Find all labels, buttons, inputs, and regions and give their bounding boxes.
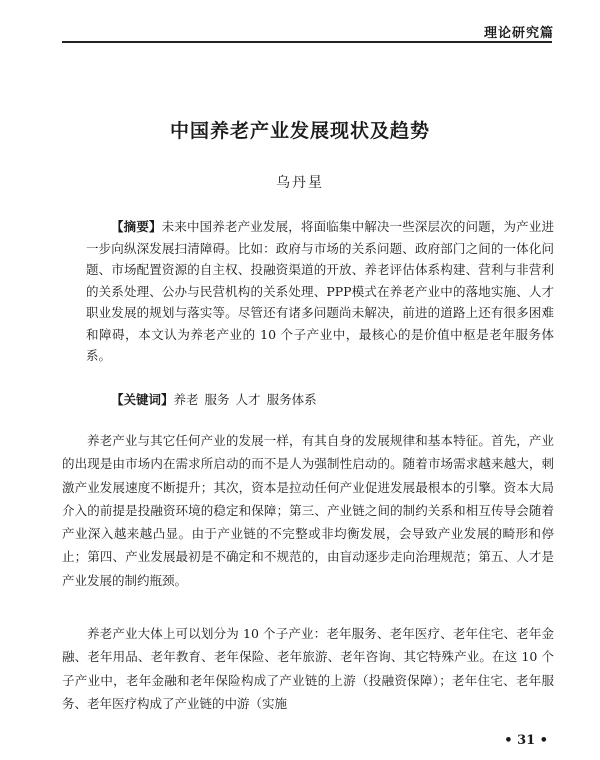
keyword-item: 服务 — [204, 392, 230, 407]
abstract-text: 未来中国养老产业发展，将面临集中解决一些深层次的问题，为产业进一步向纵深发展扫清障碍。比如：政府与市场的关系问题、政府部门之间的一体化问题、市场配置资源的自主权、投融资渠道的开放、养老评估体系构建、营利与非营利的关系处理、公办与民营机构的关系处理、PPP模式在养老产业中的落地实施、人才职业发展的规划与落实等。尽管还有诸多问题尚未解决，前进的道路上还有很多困难和障碍，本文认为养老产业的 10 个子产业中，最核心的是价值中枢是老年服务体系。 — [86, 219, 554, 363]
header-rule — [62, 41, 552, 43]
keywords — [86, 389, 554, 410]
section-label: 理论研究篇 — [483, 26, 554, 41]
body-paragraph: 养老产业大体上可以划分为 10 个子产业：老年服务、老年医疗、老年住宅、老年金融、老年用品、老年教育、老年保险、老年旅游、老年咨询、其它特殊产业。在这 10 个子产业中，老年金融和老年保险构成了产业链的上游（投融资保障）；老年住宅、老年服务、老年医疗构成了产业链的中游（实施 — [62, 626, 554, 711]
page-number: • 31 • — [504, 733, 548, 748]
article-author: 乌丹星 — [276, 175, 324, 191]
body-paragraph: 养老产业与其它任何产业的发展一样，有其自身的发展规律和基本特征。首先，产业的出现是由市场内在需求所启动的而不是人为强制性启动的。随着市场需求越来越大，刺激产业发展速度不断提升；其次，资本是拉动任何产业促进发展最根本的引擎。资本大局介入的前提是投融资环境的稳定和保障；第三、产业链之间的制约关系和相互传导会随着产业深入越来越凸显。由于产业链的不完整或非均衡发展，会导致产业发展的畸形和停止；第四、产业发展最初是不确定和不规范的，由盲动逐步走向治理规范；第五、人才是产业发展的制约瓶颈。 — [62, 433, 554, 588]
keyword-item: 服务体系 — [266, 392, 317, 407]
abstract-label: 【摘要】 — [111, 219, 162, 234]
keywords-label: 【关键词】 — [111, 392, 174, 407]
abstract — [86, 216, 554, 367]
article-title: 中国养老产业发展现状及趋势 — [169, 120, 430, 142]
keyword-item: 养老 — [173, 392, 199, 407]
keyword-item: 人才 — [235, 392, 261, 407]
